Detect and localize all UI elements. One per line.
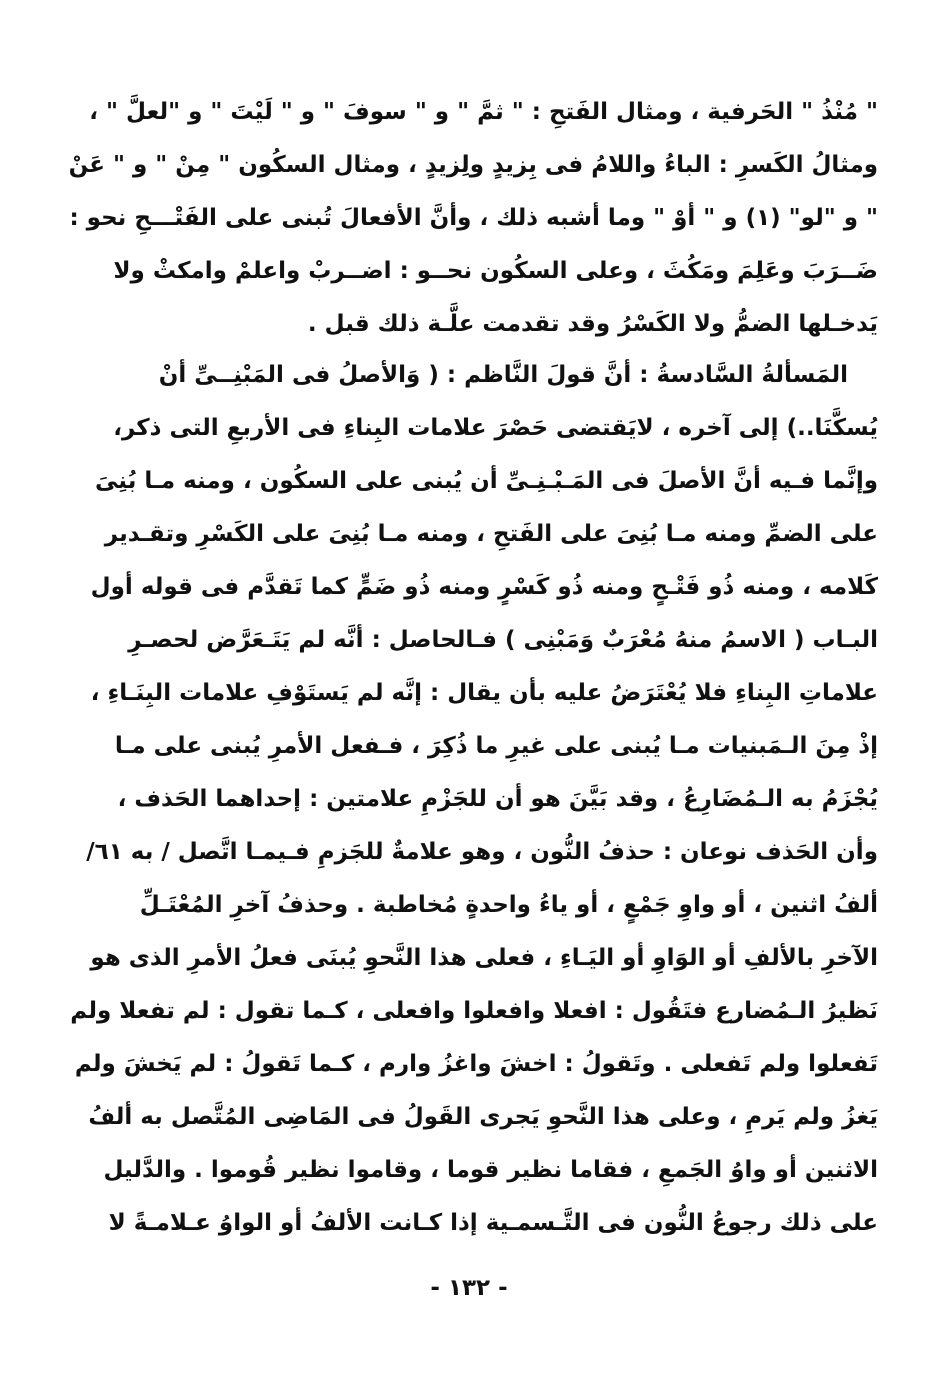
text-line: كَلامه ، ومنه ذُو فَتْـحٍ ومنه ذُو كَسْرٍ ومنه ذُو ضَمٍّ كما تَقدَّم فى قوله أول: [90, 574, 878, 600]
text-line: البـاب ( الاسمُ منهُ مُعْرَبٌ وَمَبْنِى ) فـالحاصل : أنَّه لم يَتَـعَرَّض لحصـرِ: [128, 627, 878, 653]
text-line: تَفعلوا ولم تَفعلى . وتَقولُ : اخشَ واغزُ وارم ، كـما تَقولُ : لم يَخشَ ولم: [74, 1051, 878, 1077]
text-line: إذْ مِنَ الـمَبنيات مـا يُبنى على غيرِ ما ذُكِرَ ، فـفعل الأمرِ يُبنى على مـا: [114, 733, 878, 759]
text-line: ضَــرَبَ وعَلِمَ ومَكُثَ ، وعلى السكُون نحــو : اضــربْ واعلمْ وامكثْ ولا: [113, 258, 878, 284]
text-line-with-margin-note: وأن الحَذف نوعان : حذفُ النُّون ، وهو علامةٌ للجَزمِ فـيمـا اتَّصل / به ٦١/: [86, 839, 878, 865]
text-line: المَسألةُ السَّادسةُ : أنَّ قولَ النَّاظم : ( وَالأصلُ فى المَبْنِــىِّ أنْ: [158, 362, 848, 388]
text-line: على ذلك رجوعُ النُّون فى التَّـسمـية إذا كـانت الألفُ أو الواوُ عـلامـةً لا: [108, 1210, 878, 1236]
text-line: ألفُ اثنين ، أو واوِ جَمْعٍ ، أو ياءُ واحدةٍ مُخاطبة . وحذفُ آخرِ المُعْتَـلِّ: [139, 892, 878, 918]
text-line: يَدخـلها الضمُّ ولا الكَسْرُ وقد تقدمت علَّـة ذلك قبل .: [307, 311, 878, 337]
text-line: الاثنين أو واوُ الجَمعِ ، فقاما نظير قوما ، وقاموا نظير قُوموا . والدَّليل: [103, 1157, 878, 1183]
text-line: نَظيرُ الـمُضارع فتَقُول : افعلا وافعلوا وافعلى ، كـما تقول : لم تفعلا ولم: [70, 998, 878, 1024]
text-line: " و "لو" (١) و " أوْ " وما أشبه ذلك ، وأنَّ الأفعالَ تُبنى على الفَتْـــحِ نحو :: [69, 205, 878, 231]
text-line: ومثالُ الكَسرِ : الباءُ واللامُ فى بِزيدٍ ولِزيدٍ ، ومثال السكُون " مِنْ " و " عَنْ: [68, 152, 878, 178]
text-line: " مُنْذُ " الحَرفية ، ومثال الفَتحِ : " ثمَّ " و " سوفَ " و " لَيْتَ " و "لعلَّ " ،: [89, 99, 878, 125]
text-line: يُجْزَمُ به الـمُضَارِعُ ، وقد بَيَّنَ هو أن للجَزْمِ علامتين : إحداهما الحَذف ،: [117, 786, 878, 812]
text-line: وإنَّما فـيه أنَّ الأصلَ فى المَـبْـنِـىِّ أن يُبنى على السكُون ، ومنه مـا بُنِىَ: [95, 468, 878, 494]
text-line: علاماتِ البِناءِ فلا يُعْتَرَضُ عليه بأن يقال : إنَّه لم يَستَوْفِ علامات البِنَـاءِ ،: [90, 680, 878, 706]
text-line: يُسكَّنَا..) إلى آخره ، لايَقتضى حَصْرَ علامات البِناءِ فى الأربعِ التى ذكر،: [113, 415, 878, 441]
page-number: - ١٣٢ -: [430, 1275, 508, 1301]
paragraph-1: [60, 86, 878, 351]
paragraph-2: [60, 349, 878, 1250]
text-line: يَغزُ ولم يَرمِ ، وعلى هذا النَّحوِ يَجرى القَولُ فى المَاضِى المُتَّصل به ألفُ: [88, 1104, 878, 1130]
text-line: على الضمِّ ومنه مـا بُنِىَ على الفَتحِ ، ومنه مـا بُنِىَ على الكَسْرِ وتقـدير: [104, 521, 878, 547]
text-line: الآخرِ بالألفِ أو الوَاوِ أو اليَـاءِ ، فعلى هذا النَّحوِ يُبنَى فعلُ الأمرِ الذى هو: [90, 945, 878, 971]
